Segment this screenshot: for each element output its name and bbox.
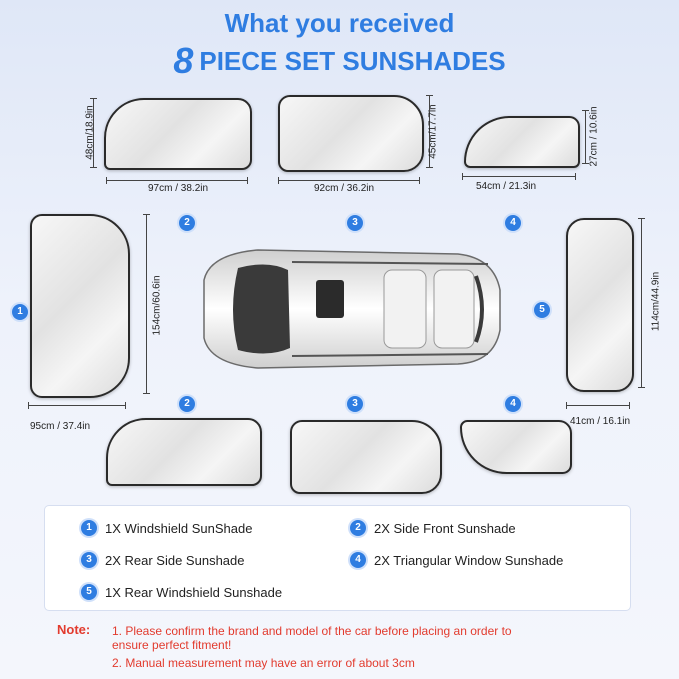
legend-label: 2X Triangular Window Sunshade xyxy=(374,552,564,568)
triangular-shade-bottom xyxy=(460,420,572,474)
triangular-width-label: 54cm / 21.3in xyxy=(476,181,537,192)
side-front-width-label: 97cm / 38.2in xyxy=(148,183,209,194)
windshield-shade xyxy=(30,214,130,398)
page-subtitle xyxy=(0,40,679,82)
triangular-height-label: 27cm / 10.6in xyxy=(588,106,600,167)
rear-side-height-label: 45cm/17.7in xyxy=(427,104,439,159)
marker-1: 1 xyxy=(12,304,28,320)
page-title: What you received xyxy=(224,8,455,38)
dim-line xyxy=(278,180,420,181)
legend-item xyxy=(350,552,563,568)
piece-count: 8 xyxy=(173,40,194,81)
rear-windshield-shade xyxy=(566,218,634,392)
dim-line xyxy=(641,218,642,388)
side-front-shade-top xyxy=(104,98,252,170)
legend-badge: 1 xyxy=(81,520,97,536)
legend-badge: 5 xyxy=(81,584,97,600)
windshield-width-label: 95cm / 37.4in xyxy=(30,421,91,432)
legend-badge: 2 xyxy=(350,520,366,536)
legend-label: 1X Rear Windshield Sunshade xyxy=(105,584,283,600)
marker-2-bottom: 2 xyxy=(179,396,195,412)
legend-badge: 3 xyxy=(81,552,97,568)
note-label: Note: xyxy=(57,622,91,637)
note-line-2: 2. Manual measurement may have an error of about 3cm xyxy=(112,656,415,670)
rear-windshield-width-label: 41cm / 16.1in xyxy=(570,416,631,427)
marker-2-top: 2 xyxy=(179,215,195,231)
dim-line xyxy=(106,180,248,181)
triangular-shade-top xyxy=(464,116,580,168)
rear-side-shade-bottom xyxy=(290,420,442,494)
marker-3-bottom: 3 xyxy=(347,396,363,412)
side-front-shade-bottom xyxy=(106,418,262,486)
marker-3-top: 3 xyxy=(347,215,363,231)
side-front-height-label: 48cm/18.9in xyxy=(84,105,96,160)
marker-4-top: 4 xyxy=(505,215,521,231)
legend-label: 1X Windshield SunShade xyxy=(105,520,253,536)
windshield-height-label: 154cm/60.6in xyxy=(151,275,163,336)
dim-line xyxy=(585,110,586,164)
marker-4-bottom: 4 xyxy=(505,396,521,412)
legend-box xyxy=(45,506,630,610)
legend-item xyxy=(81,584,282,600)
legend-item xyxy=(350,520,516,536)
marker-5: 5 xyxy=(534,302,550,318)
note-line-1: 1. Please confirm the brand and model of the car before placing an order to ensure perfect fitment! xyxy=(112,624,512,652)
dim-line xyxy=(566,405,630,406)
dim-line xyxy=(146,214,147,394)
legend-label: 2X Rear Side Sunshade xyxy=(105,552,245,568)
rear-side-shade-top xyxy=(278,95,424,172)
legend-item xyxy=(81,520,252,536)
legend-item xyxy=(81,552,244,568)
car-top-view xyxy=(188,240,506,378)
rear-windshield-height-label: 114cm/44.9in xyxy=(650,271,662,332)
legend-label: 2X Side Front Sunshade xyxy=(374,520,516,536)
subtitle-text: PIECE SET SUNSHADES xyxy=(199,46,506,76)
rear-side-width-label: 92cm / 36.2in xyxy=(314,183,375,194)
legend-badge: 4 xyxy=(350,552,366,568)
dim-line xyxy=(28,405,126,406)
dim-line xyxy=(462,176,576,177)
